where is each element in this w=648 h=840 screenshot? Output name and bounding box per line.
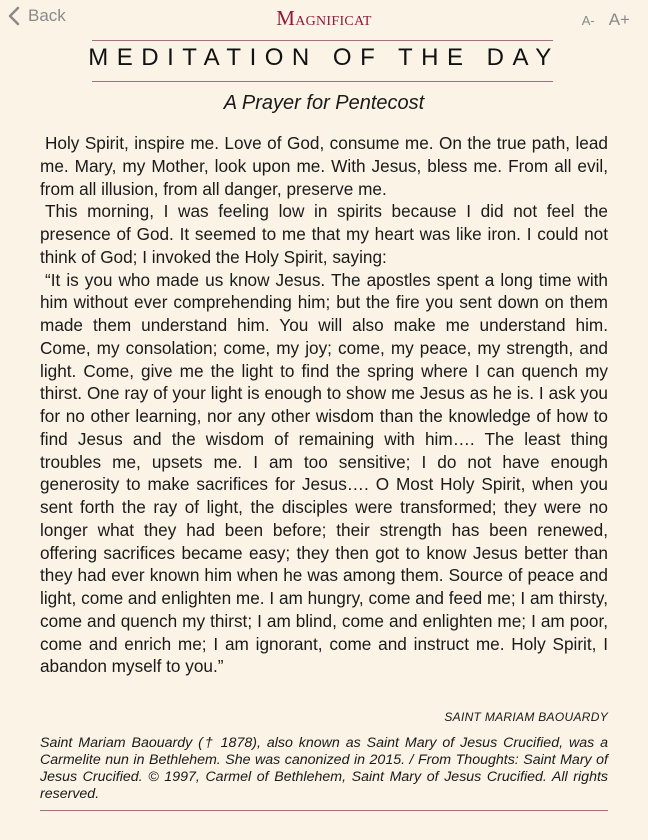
top-bar xyxy=(0,0,648,38)
font-size-controls xyxy=(582,10,630,30)
source-note: Saint Mariam Baouardy († 1878), also known as Saint Mary of Jesus Crucified, was a Carmelite nun in Bethlehem. She was canonized in 2015. / From Thoughts: Saint Mary of Jesus Crucified. © 1997, Carmel of Bethlehem, Saint Mary of Jesus Crucified. All rights reserved. xyxy=(40,735,608,802)
paragraph: Holy Spirit, inspire me. Love of God, consume me. On the true path, lead me. Mary, my Mother, look upon me. With Jesus, bless me. From all evil, from all illusion, from all danger, preserve me. xyxy=(40,133,608,199)
article-title: A Prayer for Pentecost xyxy=(223,92,425,114)
font-increase-button[interactable]: A+ xyxy=(608,10,630,29)
paragraph: This morning, I was feeling low in spirits because I did not feel the presence of God. It seemed to me that my heart was like iron. I could not think of God; I invoked the Holy Spirit, saying: xyxy=(40,201,608,267)
paragraph: “It is you who made us know Jesus. The apostles spent a long time with him without ever comprehending him; but the fire you sent down on them made them understand him. You will also make me understand him. Come, my consolation; come, my joy; come, my peace, my strength, and light. Come, give me the light to find the spring where I can quench my thirst. One ray of your light is enough to show me Jesus as he is. I ask you for no other learning, nor any other wisdom than the knowledge of how to find Jesus and the wisdom of remaining with him…. The least thing troubles me, upsets me. I am too sensitive; I do not have enough generosity to make sacrifices for Jesus…. O Most Holy Spirit, when you sent forth the ray of light, the disciples were transformed; they were no longer what they had been before; their strength has been renewed, offering sacrifices became easy; they then got to know Jesus better than they had ever known him when he was among them. Source of peace and light, come and enlighten me. I am hungry, come and feed me; I am thirsty, come and quench my thirst; I am blind, come and enlighten me; I am poor, come and enrich me; I am ignorant, come and instruct me. Holy Spirit, I abandon myself to you.” xyxy=(40,269,608,677)
bottom-divider xyxy=(40,810,608,811)
magnificat-logo: MAGNIFICAT xyxy=(276,6,372,30)
section-title: MEDITATION OF THE DAY xyxy=(88,44,560,71)
top-divider xyxy=(92,40,553,41)
back-label: Back xyxy=(28,6,66,25)
article-body xyxy=(40,132,608,678)
heading-divider xyxy=(92,81,553,82)
author-attribution: SAINT MARIAM BAOUARDY xyxy=(444,710,608,724)
font-decrease-button[interactable]: A- xyxy=(581,13,595,28)
